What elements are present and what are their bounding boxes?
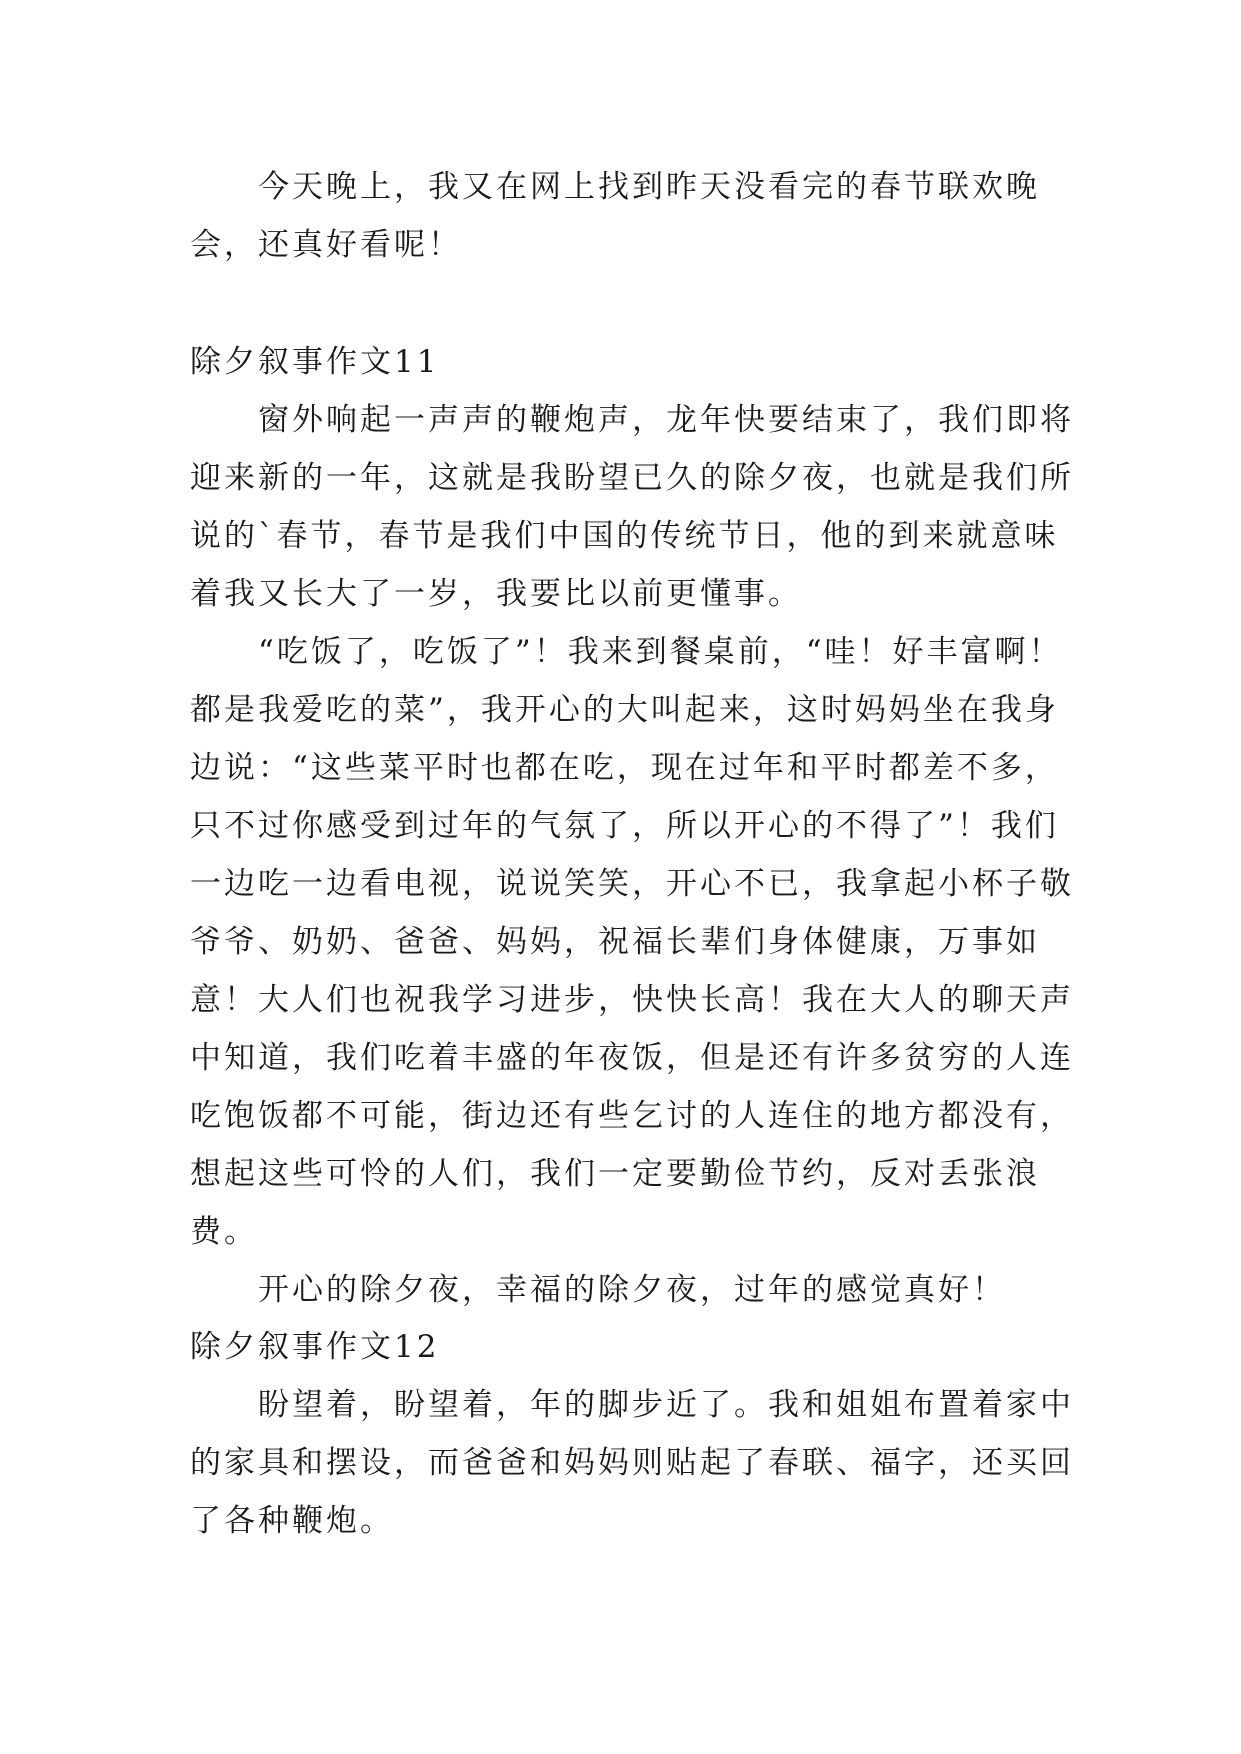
paragraph: 今天晚上，我又在网上找到昨天没看完的春节联欢晚会，还真好看呢！ <box>190 169 1040 263</box>
essay-11 <box>190 333 1090 1319</box>
paragraph: 窗外响起一声声的鞭炮声，龙年快要结束了，我们即将迎来新的一年，这就是我盼望已久的除夕夜，也就是我们所说的`春节，春节是我们中国的传统节日，他的到来就意味着我又长大了一岁，我要比以前更懂事。 <box>190 402 1074 612</box>
essay-10-continuation <box>190 158 1090 274</box>
essay-title: 除夕叙事作文12 <box>190 1329 440 1365</box>
paragraph: “吃饭了，吃饭了”！我来到餐桌前，“哇！好丰富啊！都是我爱吃的菜”，我开心的大叫起来，这时妈妈坐在我身边说：“这些菜平时也都在吃，现在过年和平时都差不多，只不过你感受到过年的气氛了，所以开心的不得了”！我们一边吃一边看电视，说说笑笑，开心不已，我拿起小杯子敬爷爷、奶奶、爸爸、妈妈，祝福长辈们身体健康，万事如意！大人们也祝我学习进步，快快长高！我在大人的聊天声中知道，我们吃着丰盛的年夜饭，但是还有许多贫穷的人连吃饱饭都不可能，街边还有些乞讨的人连住的地方都没有，想起这些可怜的人们，我们一定要勤俭节约，反对丢张浪费。 <box>190 634 1074 1250</box>
essay-title: 除夕叙事作文11 <box>190 344 440 380</box>
paragraph: 盼望着，盼望着，年的脚步近了。我和姐姐布置着家中的家具和摆设，而爸爸和妈妈则贴起了春联、福字，还买回了各种鞭炮。 <box>190 1387 1074 1539</box>
paragraph: 开心的除夕夜，幸福的除夕夜，过年的感觉真好！ <box>190 1272 1006 1308</box>
essay-12 <box>190 1318 1090 1550</box>
